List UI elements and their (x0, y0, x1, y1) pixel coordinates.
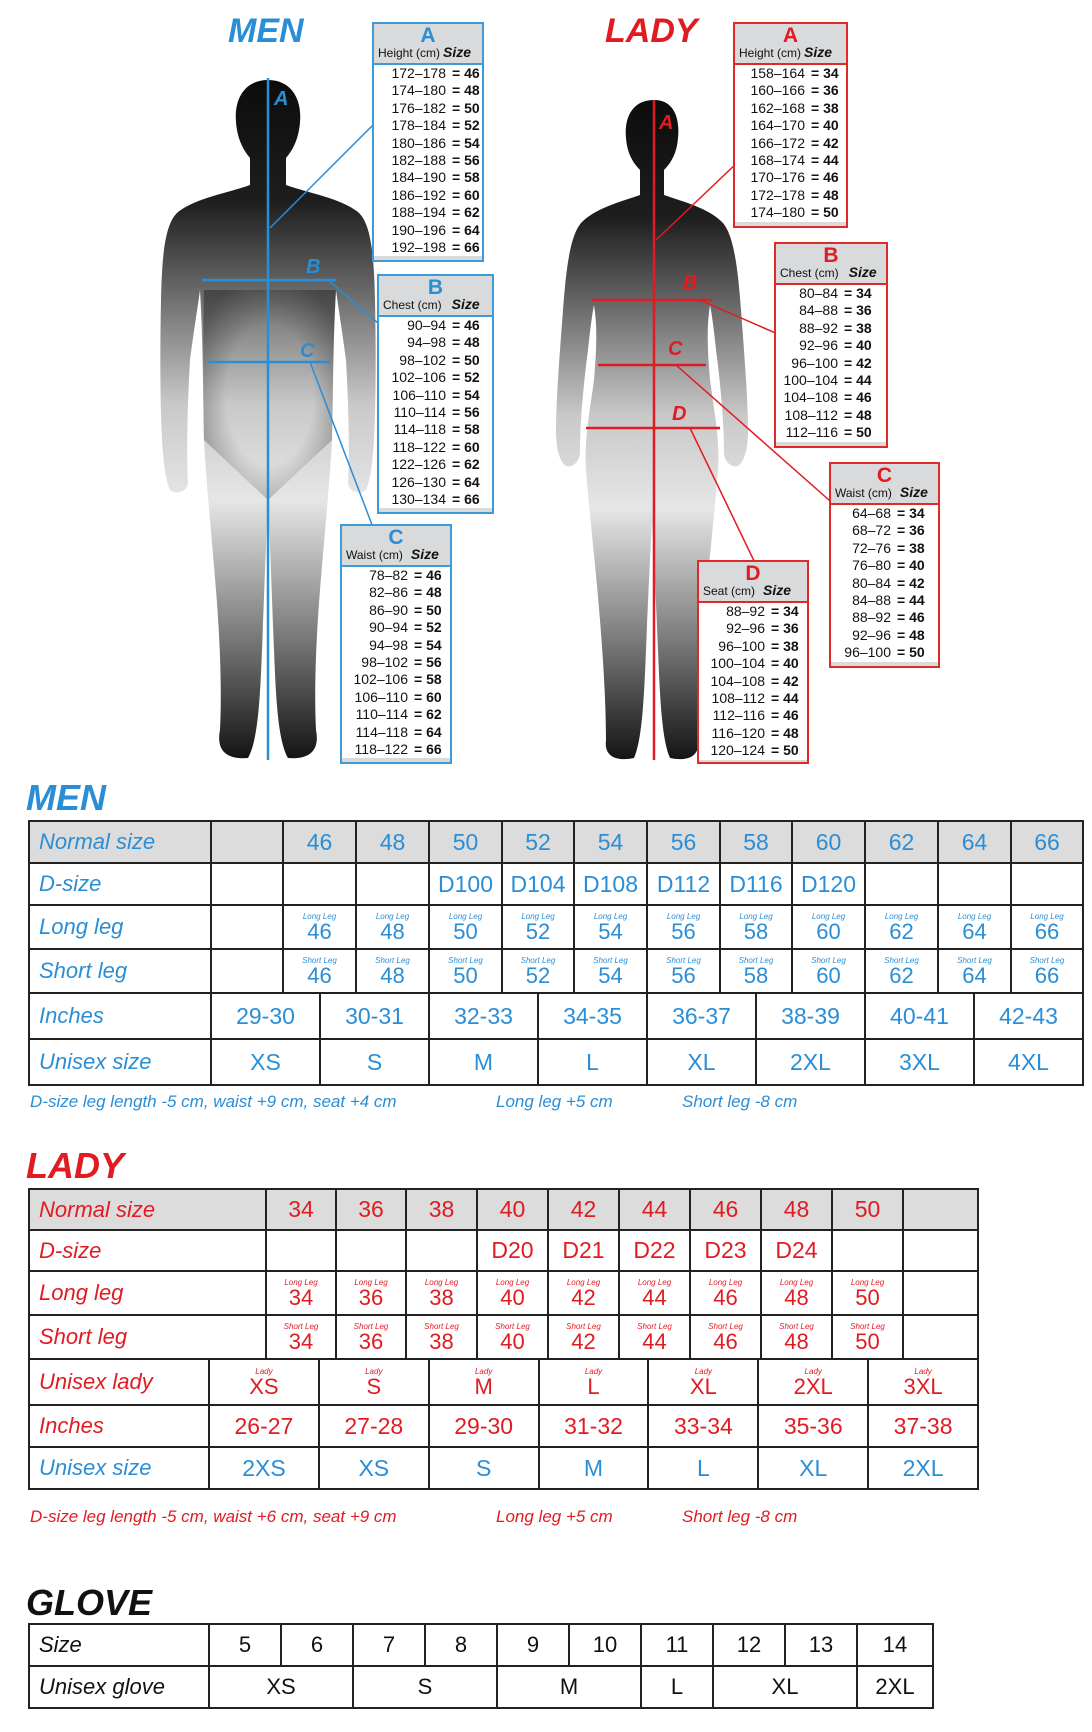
measure-row: 80–84 = 42 (852, 574, 925, 591)
split-cell: 26-27 (210, 1406, 320, 1446)
measure-row: 90–94 = 46 (407, 317, 480, 333)
cell: Short Leg 52 (502, 949, 574, 993)
measure-row: 98–102 = 56 (361, 653, 442, 670)
measure-row: 182–188 = 56 (391, 151, 480, 168)
cell: Short Leg 56 (647, 949, 720, 993)
lady-dsize-row (29, 1230, 978, 1271)
cell (211, 863, 283, 905)
cell: 10 (569, 1624, 641, 1666)
cell: 38 (406, 1189, 477, 1230)
cell (211, 821, 283, 863)
split-cell: L (649, 1448, 759, 1488)
men-note-long: Long leg +5 cm (496, 1092, 613, 1111)
cell: Long Leg 42 (548, 1271, 619, 1315)
men-normal-row (29, 821, 1083, 863)
box-letter: C (876, 464, 893, 487)
split-cell: Lady M (430, 1360, 540, 1404)
measure-row: 112–116 = 50 (785, 424, 872, 441)
measure-row: 84–88 = 36 (799, 302, 872, 319)
cell: Short Leg 48 (356, 949, 429, 993)
men-chest-box (377, 274, 494, 514)
cell: M (497, 1666, 641, 1708)
men-note-short: Short leg -8 cm (682, 1092, 798, 1111)
cell: Short Leg 50 (429, 949, 502, 993)
cell: Long Leg 52 (502, 905, 574, 949)
measure-row: 82–86 = 48 (369, 584, 442, 601)
split-cell: XL (759, 1448, 869, 1488)
glove-unisex-row (29, 1666, 933, 1708)
box-header: Waist (cm) Size (346, 546, 439, 562)
cell: Long Leg 50 (429, 905, 502, 949)
measure-row: 102–106 = 58 (353, 671, 442, 688)
row-label: Normal size (29, 1189, 266, 1230)
split-cell: Lady S (320, 1360, 430, 1404)
split-cell: XL (648, 1040, 757, 1084)
cell: Long Leg 48 (356, 905, 429, 949)
cell: Long Leg 44 (619, 1271, 690, 1315)
measure-row: 174–180 = 50 (750, 204, 839, 221)
lady-note-long: Long leg +5 cm (496, 1507, 613, 1526)
split-cell: 2XS (210, 1448, 320, 1488)
measure-row: 110–114 = 56 (393, 403, 480, 420)
row-label: Unisex glove (29, 1666, 209, 1708)
cell: Short Leg 46 (690, 1315, 761, 1359)
measure-row: 186–192 = 60 (391, 186, 480, 203)
cell: Long Leg 58 (720, 905, 792, 949)
split-cell: 30-31 (321, 994, 430, 1038)
split-cell: 40-41 (866, 994, 975, 1038)
cell: D112 (647, 863, 720, 905)
split-cell: 32-33 (430, 994, 539, 1038)
cell: 42 (548, 1189, 619, 1230)
measure-row: 180–186 = 54 (391, 134, 480, 151)
split-cell: 27-28 (320, 1406, 430, 1446)
measure-row: 164–170 = 40 (750, 117, 839, 134)
cell (903, 1271, 978, 1315)
cell: Long Leg 48 (761, 1271, 832, 1315)
cell: Long Leg 64 (938, 905, 1011, 949)
cell: L (641, 1666, 713, 1708)
split-cell: S (430, 1448, 540, 1488)
cell: 52 (502, 821, 574, 863)
row-label: Short leg (29, 1315, 266, 1359)
lady-seat-box (697, 560, 809, 764)
cell: Short Leg 46 (283, 949, 356, 993)
row-label: Short leg (29, 949, 211, 993)
measure-row: 176–182 = 50 (391, 99, 480, 116)
cell: Long Leg 54 (574, 905, 647, 949)
split-cell: L (539, 1040, 648, 1084)
cell: 46 (283, 821, 356, 863)
split-cell: 33-34 (649, 1406, 759, 1446)
box-letter: D (745, 562, 761, 585)
cell: D24 (761, 1230, 832, 1271)
cell: XL (713, 1666, 857, 1708)
measure-row: 170–176 = 46 (750, 169, 839, 186)
cell: Long Leg 46 (690, 1271, 761, 1315)
measure-row: 100–104 = 40 (710, 655, 799, 672)
split-cell: 38-39 (757, 994, 866, 1038)
row-label: D-size (29, 1230, 266, 1271)
row-label: Unisex size (29, 1039, 211, 1085)
men-waist-box (340, 524, 452, 764)
men-figure-title: MEN (228, 12, 304, 50)
split-cell: 2XL (902, 1454, 944, 1481)
split-cell: 42-43 (999, 1002, 1058, 1029)
cell (832, 1230, 903, 1271)
cell: 5 (209, 1624, 281, 1666)
men-marker-a: A (274, 88, 289, 110)
cell: Short Leg 48 (761, 1315, 832, 1359)
lady-note-dsize: D-size leg length -5 cm, waist +6 cm, seat +9 cm (30, 1507, 397, 1526)
measure-row: 126–130 = 64 (391, 473, 480, 490)
measure-row: 190–196 = 64 (391, 221, 480, 238)
men-dsize-row (29, 863, 1083, 905)
lady-chest-box (774, 242, 888, 448)
cell: 7 (353, 1624, 425, 1666)
measure-row: 72–76 = 38 (852, 539, 925, 556)
lady-marker-d: D (672, 403, 687, 425)
split-cell: 37-38 (893, 1412, 953, 1439)
cell (356, 863, 429, 905)
cell (211, 905, 283, 949)
split-cell: M (430, 1040, 539, 1084)
cell: Long Leg 46 (283, 905, 356, 949)
box-letter: A (420, 24, 436, 47)
cell: 36 (336, 1189, 406, 1230)
cell (283, 863, 356, 905)
cell: 50 (832, 1189, 903, 1230)
measure-row: 184–190 = 58 (391, 169, 480, 186)
cell (209, 1447, 978, 1489)
split-cell: Lady XL (649, 1360, 759, 1404)
box-header: Chest (cm) Size (780, 264, 877, 280)
lady-normal-row (29, 1189, 978, 1230)
cell: D23 (690, 1230, 761, 1271)
measure-row: 122–126 = 62 (391, 456, 480, 473)
cell: 60 (792, 821, 865, 863)
men-inches-row (29, 993, 1083, 1039)
split-cell: 2XL (757, 1040, 866, 1084)
lady-inches-row (29, 1405, 978, 1447)
measure-row: 104–108 = 42 (710, 672, 799, 689)
cell: 6 (281, 1624, 353, 1666)
cell: 8 (425, 1624, 497, 1666)
split-cell: 3XL (866, 1040, 975, 1084)
split-cell: 31-32 (540, 1406, 650, 1446)
cell (211, 949, 283, 993)
cell: Short Leg 60 (792, 949, 865, 993)
split-cell: 4XL (1008, 1048, 1049, 1075)
box-letter: C (388, 526, 404, 549)
glove-size-table (28, 1623, 934, 1709)
men-shortleg-row (29, 949, 1083, 993)
measure-row: 86–90 = 50 (369, 601, 442, 618)
men-marker-b: B (306, 256, 321, 278)
men-height-box (372, 22, 484, 262)
cell: Long Leg 60 (792, 905, 865, 949)
split-cell: S (321, 1040, 430, 1084)
lady-marker-a: A (659, 112, 674, 134)
cell: D21 (548, 1230, 619, 1271)
lady-waist-box (829, 462, 940, 668)
lady-size-table (28, 1188, 979, 1490)
measure-row: 96–100 = 50 (844, 644, 925, 661)
measure-row: 174–180 = 48 (391, 82, 480, 99)
cell: Long Leg 38 (406, 1271, 477, 1315)
measure-row: 106–110 = 54 (392, 386, 480, 403)
measure-row: 130–134 = 66 (391, 490, 480, 507)
cell: 54 (574, 821, 647, 863)
measure-row: 100–104 = 44 (783, 371, 872, 388)
cell: 56 (647, 821, 720, 863)
cell: 62 (865, 821, 938, 863)
cell: Short Leg 34 (266, 1315, 336, 1359)
measure-row: 78–82 = 46 (369, 567, 442, 583)
row-label: Unisex lady (29, 1359, 209, 1405)
row-label: D-size (29, 863, 211, 905)
box-letter: B (427, 276, 444, 299)
box-letter: A (782, 24, 799, 47)
measure-row: 120–124 = 50 (710, 742, 799, 759)
cell (865, 863, 938, 905)
cell: 66 (1011, 821, 1083, 863)
measure-row: 178–184 = 52 (391, 117, 480, 134)
cell (903, 1230, 978, 1271)
measure-row: 160–166 = 36 (750, 82, 839, 99)
cell: XS (209, 1666, 353, 1708)
measure-row: 92–96 = 40 (799, 337, 872, 354)
cell: 48 (761, 1189, 832, 1230)
cell: 50 (429, 821, 502, 863)
measure-row: 162–168 = 38 (750, 99, 839, 116)
measure-row: 80–84 = 34 (799, 285, 872, 301)
cell (903, 1189, 978, 1230)
lady-longleg-row (29, 1271, 978, 1315)
cell: D120 (792, 863, 865, 905)
measure-row: 172–178 = 46 (391, 65, 480, 81)
split-cell: XS (212, 1040, 321, 1084)
measure-row: 172–178 = 48 (750, 186, 839, 203)
box-header: Height (cm) Size (739, 44, 833, 60)
measure-row: 110–114 = 62 (355, 706, 442, 723)
cell: 58 (720, 821, 792, 863)
row-label: Inches (29, 1405, 209, 1447)
cell: 34 (266, 1189, 336, 1230)
measure-row: 116–120 = 48 (711, 724, 799, 741)
measure-row: 76–80 = 40 (852, 557, 925, 574)
measure-row: 108–112 = 48 (784, 406, 872, 423)
measure-row: 188–194 = 62 (391, 204, 480, 221)
cell: Short Leg 44 (619, 1315, 690, 1359)
row-label: Unisex size (29, 1447, 209, 1489)
row-label: Long leg (29, 1271, 266, 1315)
measure-row: 88–92 = 34 (726, 603, 799, 619)
split-cell: 36-37 (648, 994, 757, 1038)
lady-height-box (733, 22, 848, 228)
cell: 64 (938, 821, 1011, 863)
row-label: Size (29, 1624, 209, 1666)
cell: Long Leg 62 (865, 905, 938, 949)
measure-row: 92–96 = 48 (852, 626, 925, 643)
cell: 48 (356, 821, 429, 863)
measure-row: 88–92 = 38 (799, 319, 872, 336)
cell: Long Leg 56 (647, 905, 720, 949)
cell: Long Leg 40 (477, 1271, 548, 1315)
cell: Short Leg 64 (938, 949, 1011, 993)
split-cell: Lady XS (210, 1360, 320, 1404)
men-note-dsize: D-size leg length -5 cm, waist +9 cm, seat +4 cm (30, 1092, 397, 1111)
cell: 11 (641, 1624, 713, 1666)
cell: D20 (477, 1230, 548, 1271)
cell: 2XL (857, 1666, 933, 1708)
glove-size-row (29, 1624, 933, 1666)
measure-row: 96–100 = 38 (718, 637, 799, 654)
measure-row: 94–98 = 54 (369, 636, 442, 653)
cell: 44 (619, 1189, 690, 1230)
lady-unisexlady-row (29, 1359, 978, 1405)
cell: Short Leg 38 (406, 1315, 477, 1359)
cell: Long Leg 36 (336, 1271, 406, 1315)
cell: Short Leg 54 (574, 949, 647, 993)
row-label: Long leg (29, 905, 211, 949)
measure-row: 192–198 = 66 (391, 238, 480, 255)
split-cell: Lady L (540, 1360, 650, 1404)
measure-row: 158–164 = 34 (750, 65, 839, 81)
measure-row: 118–122 = 66 (354, 740, 442, 757)
men-unisex-row (29, 1039, 1083, 1085)
split-cell: 34-35 (539, 994, 648, 1038)
measure-row: 108–112 = 44 (711, 689, 799, 706)
cell: S (353, 1666, 497, 1708)
cell: 12 (713, 1624, 785, 1666)
box-header: Waist (cm) Size (835, 484, 928, 500)
cell: Short Leg 42 (548, 1315, 619, 1359)
cell: Long Leg 34 (266, 1271, 336, 1315)
lady-figure-title: LADY (605, 12, 698, 50)
cell (406, 1230, 477, 1271)
cell (266, 1230, 336, 1271)
row-label: Inches (29, 993, 211, 1039)
split-cell: Lady 3XL (903, 1367, 943, 1399)
lady-unisex-row (29, 1447, 978, 1489)
cell: Long Leg 50 (832, 1271, 903, 1315)
cell (211, 1039, 1083, 1085)
box-letter: B (823, 244, 839, 267)
measure-row: 92–96 = 36 (726, 620, 799, 637)
cell (903, 1315, 978, 1359)
measure-row: 102–106 = 52 (391, 369, 480, 386)
split-cell: 29-30 (212, 994, 321, 1038)
cell: Short Leg 58 (720, 949, 792, 993)
cell: 13 (785, 1624, 857, 1666)
cell: Short Leg 66 (1011, 949, 1083, 993)
cell: Short Leg 36 (336, 1315, 406, 1359)
measure-row: 90–94 = 52 (369, 619, 442, 636)
measure-row: 106–110 = 60 (354, 688, 442, 705)
measure-row: 64–68 = 34 (852, 505, 925, 521)
row-label: Normal size (29, 821, 211, 863)
cell (209, 1359, 978, 1405)
cell: 46 (690, 1189, 761, 1230)
measure-row: 94–98 = 48 (407, 334, 480, 351)
split-cell: M (540, 1448, 650, 1488)
measure-row: 104–108 = 46 (783, 389, 872, 406)
men-table-title: MEN (26, 777, 106, 818)
lady-shortleg-row (29, 1315, 978, 1359)
cell: D100 (429, 863, 502, 905)
cell: 9 (497, 1624, 569, 1666)
measure-row: 98–102 = 50 (399, 351, 480, 368)
cell: D22 (619, 1230, 690, 1271)
men-size-table (28, 820, 1084, 1086)
lady-note-short: Short leg -8 cm (682, 1507, 798, 1526)
measure-row: 118–122 = 60 (392, 438, 480, 455)
measure-row: 112–116 = 46 (712, 707, 799, 724)
measure-row: 68–72 = 36 (852, 522, 925, 539)
lady-table-title: LADY (26, 1145, 124, 1186)
split-cell: 35-36 (759, 1406, 869, 1446)
men-longleg-row (29, 905, 1083, 949)
cell: Long Leg 66 (1011, 905, 1083, 949)
cell (209, 1405, 978, 1447)
measure-row: 114–118 = 58 (393, 421, 480, 438)
glove-title: GLOVE (26, 1582, 153, 1623)
measure-row: 168–174 = 44 (750, 151, 839, 168)
cell: Short Leg 40 (477, 1315, 548, 1359)
measure-row: 114–118 = 64 (355, 723, 442, 740)
split-cell: 29-30 (430, 1406, 540, 1446)
men-marker-c: C (300, 340, 315, 362)
cell: Short Leg 50 (832, 1315, 903, 1359)
cell: 14 (857, 1624, 933, 1666)
split-cell: XS (320, 1448, 430, 1488)
measure-row: 96–100 = 42 (791, 354, 872, 371)
cell: 40 (477, 1189, 548, 1230)
cell: Short Leg 62 (865, 949, 938, 993)
cell: D116 (720, 863, 792, 905)
box-header: Height (cm) Size (378, 44, 472, 60)
cell: D104 (502, 863, 574, 905)
lady-marker-b: B (683, 272, 698, 294)
lady-marker-c: C (668, 338, 683, 360)
cell (1011, 863, 1083, 905)
cell (938, 863, 1011, 905)
cell (211, 993, 1083, 1039)
box-header: Chest (cm) Size (383, 296, 480, 312)
cell: D108 (574, 863, 647, 905)
cell (336, 1230, 406, 1271)
measure-row: 166–172 = 42 (750, 134, 839, 151)
split-cell: Lady 2XL (759, 1360, 869, 1404)
measure-row: 88–92 = 46 (852, 609, 925, 626)
measure-row: 84–88 = 44 (852, 591, 925, 608)
box-header: Seat (cm) Size (703, 582, 792, 598)
